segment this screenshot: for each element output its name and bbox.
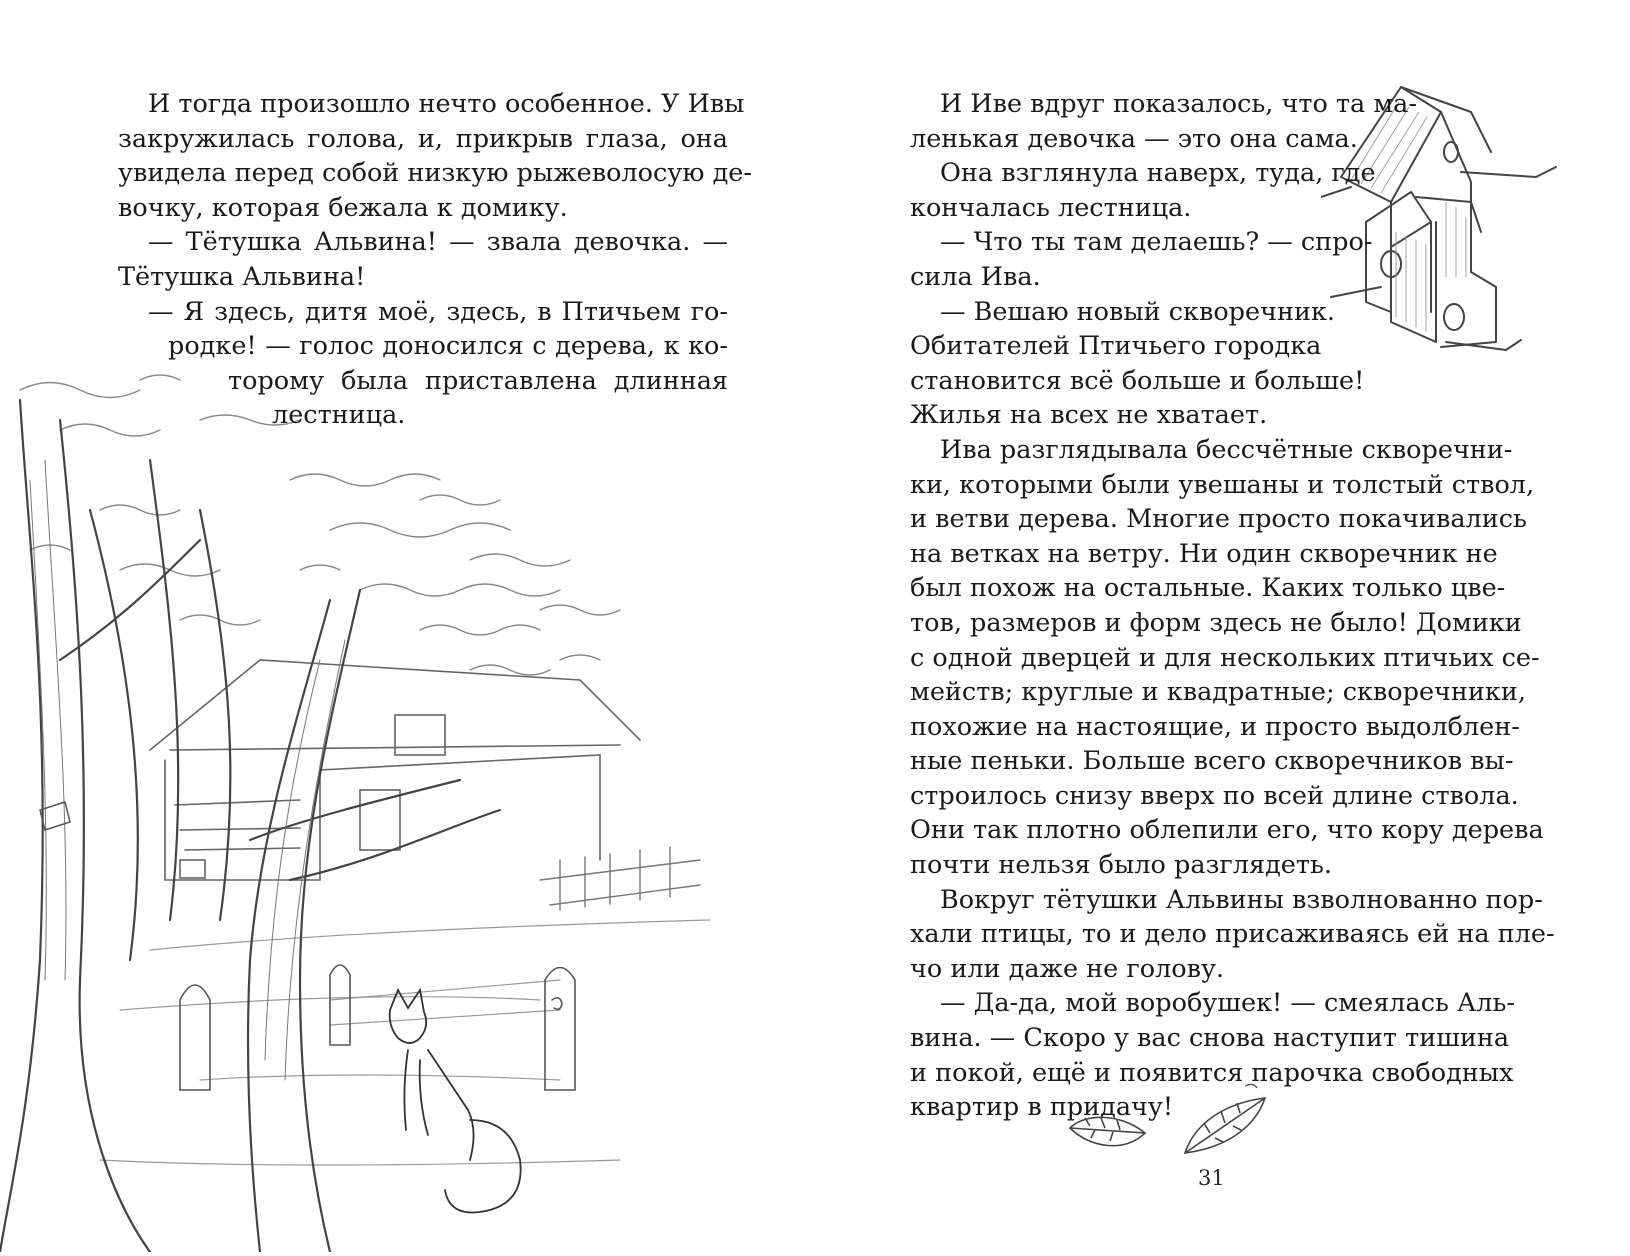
text-line: кончалась лестница. [910,192,1192,223]
left-page-text [118,87,752,433]
text-line: лестница. [272,400,406,431]
paragraph [118,225,728,294]
text-line: Они так плотно облепили его, что кору дерева [910,815,1544,846]
text-line: — Вешаю новый скворечник. [940,296,1335,327]
paragraph [910,433,1544,883]
text-line: ные пеньки. Больше всего скворечников вы- [910,746,1514,777]
text-line: увидела перед собой низкую рыжеволосую де- [118,158,752,189]
leaf-ornament-right [1175,1078,1285,1158]
text-line: Тётушка Альвина! [118,261,366,292]
text-line: был похож на остальные. Каких только цве- [910,573,1506,604]
text-line: и ветви дерева. Многие просто покачивались [910,504,1527,535]
text-line: чо или даже не голову. [910,953,1225,984]
paragraph [910,156,1376,225]
text-line: вочку, которая бежала к домику. [118,192,568,223]
text-line: — Тётушка Альвина! — звала девочка. — [148,227,728,258]
text-line: тов, размеров и форм здесь не было! Домики [910,607,1522,638]
paragraph [910,87,1418,156]
right-page-text [910,87,1555,1125]
text-line: Она взглянула наверх, туда, где [940,158,1376,189]
paragraph [910,295,1365,433]
page-number: 31 [1198,1166,1225,1190]
paragraph [118,87,752,225]
text-line: — Да-да, мой воробушек! — смеялась Аль- [940,988,1515,1019]
text-line: строилось снизу вверх по всей длине ствола. [910,780,1519,811]
text-line: и покой, ещё и появится парочка свободных [910,1057,1514,1088]
text-line: закружилась голова, и, прикрыв глаза, она [118,123,728,154]
text-line: Обитателей Птичьего городка [910,331,1322,362]
paragraph [910,225,1373,294]
text-line: торому была приставлена длинная [228,365,728,396]
text-line: И Иве вдруг показалось, что та ма- [940,89,1418,119]
text-line: на ветках на ветру. Ни один скворечник не [910,538,1498,569]
leaf-ornament-left [1065,1108,1155,1158]
right-page [815,0,1630,1252]
text-line: И тогда произошло нечто особенное. У Ивы [148,89,745,119]
text-line: Ива разглядывала бессчётные скворечни- [940,434,1513,465]
text-line: Вокруг тётушки Альвины взволнованно пор- [940,884,1543,915]
left-page [0,0,815,1252]
forest-house-fox-illustration [0,360,720,1252]
paragraph [118,295,728,433]
text-line: Жилья на всех не хватает. [910,400,1268,431]
text-line: вина. — Скоро у вас снова наступит тишина [910,1023,1510,1054]
text-line: хали птицы, то и дело присаживаясь ей на пле- [910,919,1555,950]
text-line: — Я здесь, дитя моё, здесь, в Птичьем го- [148,296,728,327]
text-line: — Что ты там делаешь? — спро- [940,227,1373,258]
text-line: становится всё больше и больше! [910,365,1365,396]
text-line: родке! — голос доносился с дерева, к ко- [168,331,728,362]
text-line: с одной дверцей и для нескольких птичьих се- [910,642,1540,673]
text-line: похожие на настоящие, и просто выдолблен- [910,711,1520,742]
text-line: квартир в придачу! [910,1092,1174,1123]
text-line: сила Ива. [910,261,1041,292]
text-line: мейств; круглые и квадратные; скворечники, [910,677,1526,708]
text-line: почти нельзя было разглядеть. [910,850,1332,881]
paragraph [910,883,1555,987]
text-line: ки, которыми были увешаны и толстый ствол, [910,469,1535,500]
text-line: ленькая девочка — это она сама. [910,123,1358,154]
